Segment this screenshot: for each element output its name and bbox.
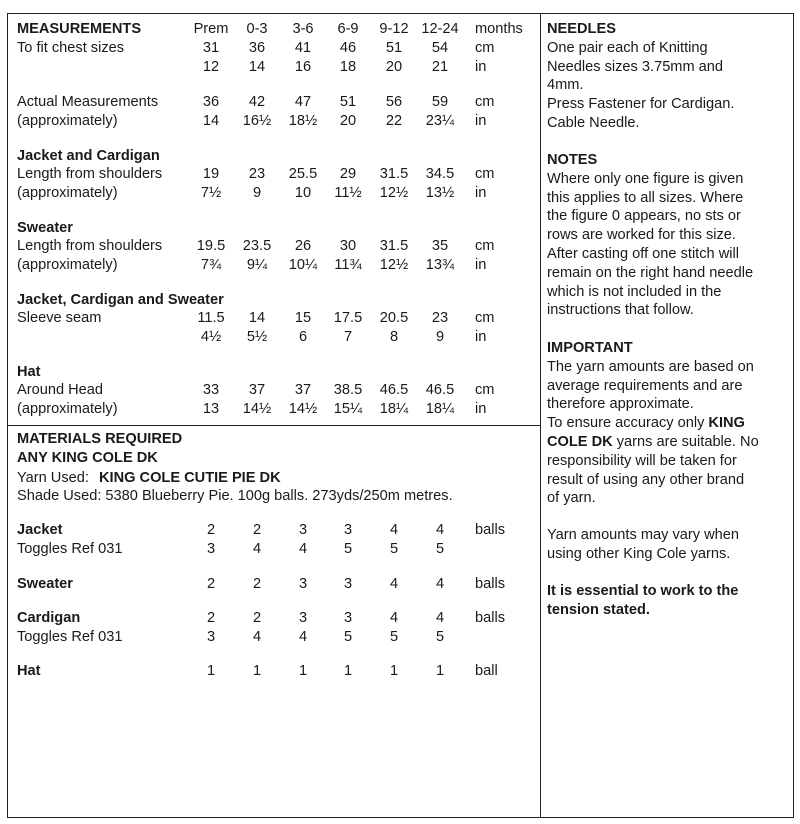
material-value: 4 xyxy=(252,629,262,645)
important-text-a xyxy=(547,358,787,414)
important-section xyxy=(547,339,787,619)
yarn-used-line xyxy=(17,469,281,487)
important-line: average requirements and are xyxy=(547,377,743,394)
measurement-value: 14 xyxy=(248,310,266,326)
measurement-value: 11.5 xyxy=(197,310,225,326)
measurement-value: 23 xyxy=(248,166,266,182)
material-row-label: Toggles Ref 031 xyxy=(17,541,123,557)
material-unit: balls xyxy=(475,576,506,592)
measurement-unit: in xyxy=(475,185,487,201)
measurement-value: 41 xyxy=(294,40,312,56)
measurement-value: 9 xyxy=(435,329,445,345)
measurement-value: 14 xyxy=(202,113,220,129)
column-divider xyxy=(540,13,541,818)
measurement-value: 10¼ xyxy=(288,257,318,273)
measurement-value: 46.5 xyxy=(425,382,455,398)
material-value: 3 xyxy=(298,610,308,626)
important-line-c-text: yarns are suitable. No xyxy=(612,433,759,450)
measurement-value: 54 xyxy=(431,40,449,56)
size-header-cell: 9-12 xyxy=(379,21,409,37)
measurement-unit: in xyxy=(475,401,487,417)
notes-line: Where only one figure is given xyxy=(547,170,744,187)
measurement-value: 47 xyxy=(294,94,312,110)
material-value: 1 xyxy=(343,663,353,679)
notes-line: After casting off one stitch will xyxy=(547,245,739,262)
material-row-label: Cardigan xyxy=(17,610,81,626)
material-value: 2 xyxy=(206,576,216,592)
important-text-e xyxy=(547,526,787,564)
measurement-value: 5½ xyxy=(246,329,268,345)
materials-title: MATERIALS REQUIRED xyxy=(17,431,183,447)
measurement-group-heading: Sweater xyxy=(17,220,73,236)
size-header-cell: 6-9 xyxy=(337,21,359,37)
material-value: 4 xyxy=(435,610,445,626)
notes-line: rows are worked for this size. xyxy=(547,227,736,244)
notes-text xyxy=(547,170,787,320)
measurement-row-label: (approximately) xyxy=(17,257,118,273)
measurement-row-label: Length from shoulders xyxy=(17,238,163,254)
material-value: 2 xyxy=(206,610,216,626)
size-header-cell: Prem xyxy=(193,21,229,37)
notes-line: which is not included in the xyxy=(547,283,722,300)
measurement-value: 18½ xyxy=(288,113,318,129)
material-value: 5 xyxy=(343,629,353,645)
measurement-value: 12 xyxy=(202,59,220,75)
important-line: therefore approximate. xyxy=(547,396,694,413)
measurement-value: 11½ xyxy=(334,185,362,201)
needles-title: NEEDLES xyxy=(547,21,616,37)
material-value: 5 xyxy=(435,541,445,557)
measurement-value: 59 xyxy=(431,94,449,110)
important-line-c xyxy=(547,433,787,452)
material-value: 3 xyxy=(343,610,353,626)
measurement-row-label: (approximately) xyxy=(17,185,118,201)
important-line: using other King Cole yarns. xyxy=(547,545,731,562)
material-value: 3 xyxy=(298,522,308,538)
measurement-value: 25.5 xyxy=(288,166,318,182)
needles-section xyxy=(547,20,787,133)
material-value: 4 xyxy=(435,522,445,538)
material-value: 3 xyxy=(298,576,308,592)
material-value: 3 xyxy=(343,522,353,538)
measurement-row-label: Around Head xyxy=(17,382,104,398)
material-value: 5 xyxy=(389,629,399,645)
measurement-value: 18¼ xyxy=(425,401,455,417)
yarn-used-label: Yarn Used: xyxy=(17,470,89,486)
material-value: 1 xyxy=(435,663,445,679)
measurement-group-heading: Hat xyxy=(17,364,41,380)
material-value: 5 xyxy=(343,541,353,557)
material-row-label: Jacket xyxy=(17,522,63,538)
material-value: 4 xyxy=(389,576,399,592)
material-value: 4 xyxy=(435,576,445,592)
notes-line: the figure 0 appears, no sts or xyxy=(547,208,741,225)
notes-section xyxy=(547,151,787,320)
measurement-value: 18 xyxy=(339,59,357,75)
measurement-unit: in xyxy=(475,329,487,345)
measurement-value: 16 xyxy=(294,59,312,75)
notes-line: this applies to all sizes. Where xyxy=(547,189,744,206)
material-row-label: Hat xyxy=(17,663,41,679)
measurement-value: 7½ xyxy=(200,185,222,201)
material-value: 1 xyxy=(206,663,216,679)
measurement-value: 18¼ xyxy=(379,401,409,417)
measurement-unit: in xyxy=(475,59,487,75)
measurement-value: 22 xyxy=(385,113,403,129)
tension-line: It is essential to work to the xyxy=(547,582,739,599)
measurement-value: 36 xyxy=(202,94,220,110)
material-row-label: Sweater xyxy=(17,576,73,592)
measurement-value: 33 xyxy=(202,382,220,398)
measurement-row-label: To fit chest sizes xyxy=(17,40,125,56)
material-value: 5 xyxy=(389,541,399,557)
measurement-group-heading: Jacket, Cardigan and Sweater xyxy=(17,292,224,308)
material-value: 5 xyxy=(435,629,445,645)
measurement-value: 12½ xyxy=(379,257,409,273)
measurement-row-label: (approximately) xyxy=(17,401,118,417)
measurement-row-label: (approximately) xyxy=(17,113,118,129)
measurement-value: 10 xyxy=(294,185,312,201)
measurement-value: 30 xyxy=(339,238,357,254)
size-header-cell: 3-6 xyxy=(292,21,314,37)
measurement-value: 20 xyxy=(339,113,357,129)
material-value: 2 xyxy=(252,576,262,592)
measurement-value: 35 xyxy=(431,238,449,254)
important-line: responsibility will be taken for xyxy=(547,452,737,469)
measurement-value: 17.5 xyxy=(333,310,363,326)
material-value: 3 xyxy=(206,629,216,645)
measurement-value: 42 xyxy=(248,94,266,110)
measurement-unit: cm xyxy=(475,94,495,110)
measurement-value: 19 xyxy=(202,166,220,182)
needles-line: One pair each of Knitting xyxy=(547,39,708,56)
needles-line: 4mm. xyxy=(547,77,584,94)
material-value: 4 xyxy=(389,522,399,538)
measurement-value: 13¾ xyxy=(425,257,455,273)
measurement-group-heading: Jacket and Cardigan xyxy=(17,148,160,164)
size-header-cell: 0-3 xyxy=(246,21,268,37)
measurement-value: 56 xyxy=(385,94,403,110)
measurement-value: 29 xyxy=(339,166,357,182)
material-value: 1 xyxy=(298,663,308,679)
material-value: 2 xyxy=(206,522,216,538)
needles-line: Press Fastener for Cardigan. xyxy=(547,96,735,113)
measurement-value: 23.5 xyxy=(242,238,272,254)
important-line: of yarn. xyxy=(547,490,596,507)
important-line-b xyxy=(547,414,787,433)
measurement-value: 7 xyxy=(343,329,353,345)
measurement-value: 6 xyxy=(298,329,308,345)
material-unit: balls xyxy=(475,610,506,626)
important-line-b-bold: KING xyxy=(708,415,745,432)
measurement-value: 4½ xyxy=(200,329,222,345)
material-value: 4 xyxy=(298,629,308,645)
material-row-label: Toggles Ref 031 xyxy=(17,629,123,645)
measurement-value: 51 xyxy=(385,40,403,56)
material-value: 1 xyxy=(252,663,262,679)
measurement-value: 46.5 xyxy=(379,382,409,398)
measurements-title: MEASUREMENTS xyxy=(17,21,142,37)
measurement-value: 14½ xyxy=(242,401,272,417)
tension-line: tension stated. xyxy=(547,601,650,618)
measurement-value: 9 xyxy=(252,185,262,201)
tension-warning xyxy=(547,582,787,620)
section-divider xyxy=(7,425,541,426)
measurement-unit: in xyxy=(475,113,487,129)
important-line-b-text: To ensure accuracy only xyxy=(547,415,709,432)
measurement-unit: cm xyxy=(475,238,495,254)
measurement-unit: cm xyxy=(475,166,495,182)
measurement-value: 7¾ xyxy=(200,257,222,273)
measurement-value: 51 xyxy=(339,94,357,110)
size-unit-header: months xyxy=(475,21,523,37)
needles-line: Cable Needle. xyxy=(547,114,640,131)
important-line: result of using any other brand xyxy=(547,471,745,488)
measurement-value: 8 xyxy=(389,329,399,345)
measurement-value: 13 xyxy=(202,401,220,417)
materials-subtitle: ANY KING COLE DK xyxy=(17,450,158,466)
measurement-row-label: Sleeve seam xyxy=(17,310,102,326)
measurement-value: 19.5 xyxy=(196,238,226,254)
needles-text xyxy=(547,39,787,133)
notes-title: NOTES xyxy=(547,152,598,168)
measurement-value: 23¼ xyxy=(425,113,455,129)
material-value: 4 xyxy=(389,610,399,626)
material-value: 1 xyxy=(389,663,399,679)
material-value: 2 xyxy=(252,522,262,538)
measurement-value: 46 xyxy=(339,40,357,56)
measurement-value: 16½ xyxy=(242,113,272,129)
measurement-value: 23 xyxy=(431,310,449,326)
important-text-d xyxy=(547,452,787,508)
measurement-value: 14 xyxy=(248,59,266,75)
measurement-value: 37 xyxy=(294,382,312,398)
measurement-value: 37 xyxy=(248,382,266,398)
measurement-value: 38.5 xyxy=(333,382,363,398)
measurement-value: 34.5 xyxy=(425,166,455,182)
needles-line: Needles sizes 3.75mm and xyxy=(547,58,724,75)
important-line: The yarn amounts are based on xyxy=(547,358,754,375)
measurement-value: 31.5 xyxy=(379,166,409,182)
measurement-value: 31 xyxy=(202,40,220,56)
measurement-value: 14½ xyxy=(288,401,318,417)
measurement-value: 20 xyxy=(385,59,403,75)
notes-line: instructions that follow. xyxy=(547,302,694,319)
measurement-row-label: Length from shoulders xyxy=(17,166,163,182)
measurement-value: 26 xyxy=(294,238,312,254)
yarn-used-value: KING COLE CUTIE PIE DK xyxy=(98,470,281,486)
measurement-value: 36 xyxy=(248,40,266,56)
measurement-value: 15 xyxy=(294,310,312,326)
measurement-value: 9¼ xyxy=(246,257,268,273)
size-header-cell: 12-24 xyxy=(421,21,459,37)
important-line: Yarn amounts may vary when xyxy=(547,527,739,544)
shade-used-line: Shade Used: 5380 Blueberry Pie. 100g balls. 273yds/250m metres. xyxy=(17,488,453,504)
material-unit: balls xyxy=(475,522,506,538)
material-value: 4 xyxy=(298,541,308,557)
measurement-value: 21 xyxy=(431,59,449,75)
material-value: 3 xyxy=(206,541,216,557)
measurement-unit: cm xyxy=(475,310,495,326)
important-line-c-bold: COLE DK xyxy=(547,433,613,450)
important-title: IMPORTANT xyxy=(547,340,633,356)
notes-line: remain on the right hand needle xyxy=(547,264,754,281)
measurement-value: 31.5 xyxy=(379,238,409,254)
measurement-value: 15¼ xyxy=(333,401,363,417)
measurement-value: 11¾ xyxy=(334,257,362,273)
measurement-value: 13½ xyxy=(425,185,455,201)
measurement-unit: in xyxy=(475,257,487,273)
material-value: 4 xyxy=(252,541,262,557)
measurement-unit: cm xyxy=(475,382,495,398)
measurement-value: 20.5 xyxy=(379,310,409,326)
material-value: 2 xyxy=(252,610,262,626)
measurement-unit: cm xyxy=(475,40,495,56)
measurement-row-label: Actual Measurements xyxy=(17,94,159,110)
material-unit: ball xyxy=(475,663,498,679)
measurement-value: 12½ xyxy=(379,185,409,201)
material-value: 3 xyxy=(343,576,353,592)
